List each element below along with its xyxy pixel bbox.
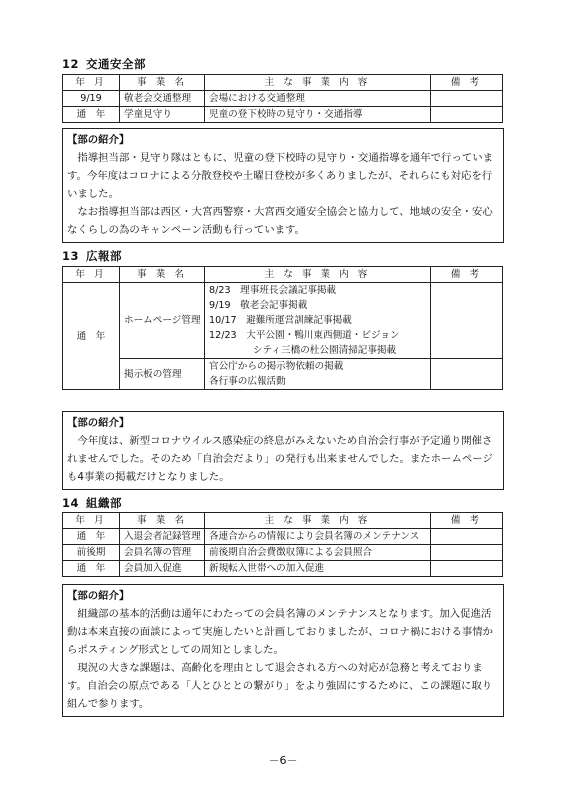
cell-content xyxy=(205,359,431,390)
cell-month: 通 年 xyxy=(63,561,120,577)
header-notes: 備 考 xyxy=(431,513,503,529)
intro-label: 【部の紹介】 xyxy=(67,590,130,602)
section-number: 14 xyxy=(62,496,80,510)
header-month: 年 月 xyxy=(63,513,120,529)
cell-project: 敬老会交通整理 xyxy=(120,91,205,107)
cell-project: 学童見守り xyxy=(120,107,205,123)
cell-notes xyxy=(431,529,503,545)
organization-table xyxy=(62,512,503,577)
table-row xyxy=(63,359,503,390)
section-14-title xyxy=(62,495,122,511)
content-line: 官公庁からの掲示物依頼の掲載 xyxy=(209,361,344,372)
intro-paragraph: 指導担当部・見守り隊はともに、児童の登下校時の見守り・交通指導を通年で行っています。今年度はコロナによる分散登校や土曜日登校が多くありましたが、それらにも対応を行いました。 xyxy=(67,152,494,200)
table-header-row xyxy=(63,75,503,91)
section-name: 広報部 xyxy=(86,249,122,263)
intro-label: 【部の紹介】 xyxy=(67,134,130,146)
intro-paragraph: なお指導担当部は西区・大宮西警察・大宮西交通安全協会と協力して、地域の安全・安心なくらしの為のキャンペーン活動も行っています。 xyxy=(67,206,493,236)
content-line: 10/17 避難所運営訓練記事掲載 xyxy=(209,315,352,326)
header-project: 事 業 名 xyxy=(120,513,205,529)
department-intro-box xyxy=(62,128,504,243)
cell-project: 入退会者記録管理 xyxy=(120,529,205,545)
header-notes: 備 考 xyxy=(431,267,503,283)
cell-notes xyxy=(431,545,503,561)
intro-paragraph: 現況の大きな課題は、高齢化を理由として退会される方への対応が急務と考えております。自治会の原点である「人とひととの繋がり」をより強固にするために、この課題に取り組んで参ります。 xyxy=(67,662,493,710)
cell-content: 児童の登下校時の見守り・交通指導 xyxy=(205,107,431,123)
table-row xyxy=(63,545,503,561)
section-number: 13 xyxy=(62,249,80,263)
table-row xyxy=(63,283,503,359)
cell-notes xyxy=(431,359,503,390)
traffic-safety-table xyxy=(62,74,503,123)
header-notes: 備 考 xyxy=(431,75,503,91)
cell-month: 前後期 xyxy=(63,545,120,561)
table-row xyxy=(63,91,503,107)
content-line: シティ三橋の杜公園清掃記事掲載 xyxy=(253,345,397,356)
section-name: 組織部 xyxy=(86,496,122,510)
content-line: 8/23 理事班長会議記事掲載 xyxy=(209,285,337,296)
cell-project: 会員名簿の管理 xyxy=(120,545,205,561)
cell-month: 9/19 xyxy=(63,91,120,107)
table-row xyxy=(63,529,503,545)
intro-paragraph: 組織部の基本的活動は通年にわたっての会員名簿のメンテナンスとなります。加入促進活動は本来直接の面談によって実施したいと計画しておりましたが、コロナ禍における事情からポスティング形式としての周知としました。 xyxy=(67,608,494,656)
cell-content: 新規転入世帯への加入促進 xyxy=(205,561,431,577)
header-content: 主 な 事 業 内 容 xyxy=(205,267,431,283)
cell-project: 掲示板の管理 xyxy=(120,359,205,390)
cell-content: 各連合からの情報により会員名簿のメンテナンス xyxy=(205,529,431,545)
intro-label: 【部の紹介】 xyxy=(67,417,130,429)
table-row xyxy=(63,107,503,123)
section-number: 12 xyxy=(62,57,80,71)
content-line: 9/19 敬老会記事掲載 xyxy=(209,300,308,311)
table-header-row xyxy=(63,267,503,283)
section-name: 交通安全部 xyxy=(86,57,146,71)
page-number: －6－ xyxy=(268,754,298,767)
header-month: 年 月 xyxy=(63,267,120,283)
cell-project: ホームページ管理 xyxy=(120,283,205,359)
cell-month: 通 年 xyxy=(63,283,120,390)
table-row xyxy=(63,561,503,577)
section-12-title xyxy=(62,56,146,72)
content-line: 12/23 大平公園・鴨川東西側道・ビジョン xyxy=(209,330,400,341)
cell-notes xyxy=(431,91,503,107)
intro-paragraph: 今年度は、新型コロナウイルス感染症の終息がみえないため自治会行事が予定通り開催されませんでした。そのため「自治会だより」の発行も出来ませんでした。またホームページも4事業の掲載だけとなりました。 xyxy=(67,435,493,483)
content-line: 各行事の広報活動 xyxy=(209,376,286,387)
header-content: 主 な 事 業 内 容 xyxy=(205,513,431,529)
cell-content xyxy=(205,283,431,359)
cell-notes xyxy=(431,283,503,359)
cell-content: 前後期自治会費徴収簿による会員照合 xyxy=(205,545,431,561)
cell-notes xyxy=(431,561,503,577)
cell-month: 通 年 xyxy=(63,529,120,545)
header-project: 事 業 名 xyxy=(120,75,205,91)
header-month: 年 月 xyxy=(63,75,120,91)
header-content: 主 な 事 業 内 容 xyxy=(205,75,431,91)
header-project: 事 業 名 xyxy=(120,267,205,283)
department-intro-box xyxy=(62,411,504,490)
table-header-row xyxy=(63,513,503,529)
cell-month: 通 年 xyxy=(63,107,120,123)
cell-project: 会員加入促進 xyxy=(120,561,205,577)
section-13-title xyxy=(62,248,122,264)
department-intro-box xyxy=(62,584,504,717)
public-relations-table xyxy=(62,266,503,390)
cell-content: 会場における交通整理 xyxy=(205,91,431,107)
cell-notes xyxy=(431,107,503,123)
